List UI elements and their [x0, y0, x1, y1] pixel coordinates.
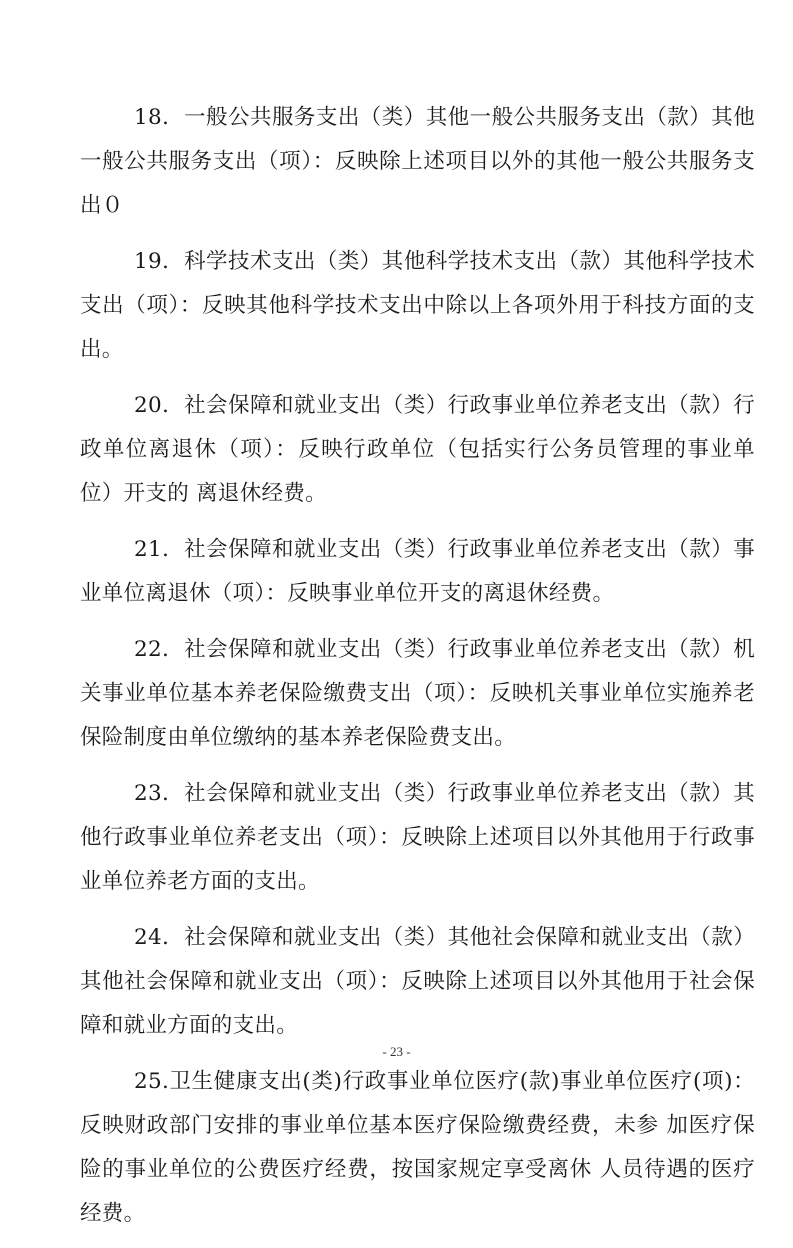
paragraph-18: 18．一般公共服务支出（类）其他一般公共服务支出（款）其他一般公共服务支出（项）：反映除上述项目以外的其他一般公共服务支出０ — [80, 105, 755, 218]
page-number: - 23 - — [382, 1044, 411, 1059]
paragraph-22: 22．社会保障和就业支出（类）行政事业单位养老支出（款）机关事业单位基本养老保险缴费支出（项）：反映机关事业单位实施养老保险制度由单位缴纳的基本养老保险费支出。 — [80, 637, 755, 750]
paragraph-21: 21．社会保障和就业支出（类）行政事业单位养老支出（款）事业单位离退休（项）：反映事业单位开支的离退休经费。 — [80, 537, 755, 606]
paragraph-23: 23．社会保障和就业支出（类）行政事业单位养老支出（款）其他行政事业单位养老支出（项）：反映除上述项目以外其他用于行政事业单位养老方面的支出。 — [80, 781, 755, 894]
document-body — [80, 96, 755, 1248]
paragraph-25: 25.卫生健康支出(类)行政事业单位医疗(款)事业单位医疗(项)：反映财政部门安排的事业单位基本医疗保险缴费经费，未参 加医疗保险的事业单位的公费医疗经费，按国家规定享受离休 人员待遇的医疗经费。 — [80, 1069, 755, 1226]
paragraph-19: 19．科学技术支出（类）其他科学技术支出（款）其他科学技术支出（项）：反映其他科学技术支出中除以上各项外用于科技方面的支出。 — [80, 249, 755, 362]
paragraph-24: 24．社会保障和就业支出（类）其他社会保障和就业支出（款）其他社会保障和就业支出（项）：反映除上述项目以外其他用于社会保障和就业方面的支出。 — [80, 925, 755, 1038]
paragraph-20: 20．社会保障和就业支出（类）行政事业单位养老支出（款）行政单位离退休（项）：反映行政单位（包括实行公务员管理的事业单位）开支的 离退休经费。 — [80, 393, 755, 506]
